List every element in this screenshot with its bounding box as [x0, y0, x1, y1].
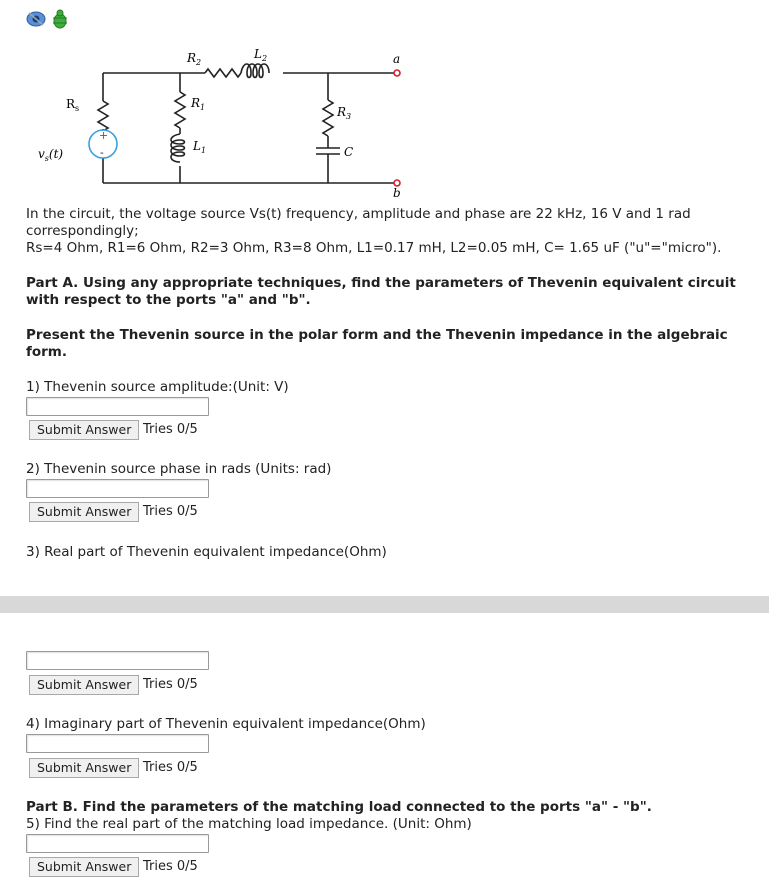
question-3-label: 3) Real part of Thevenin equivalent impedance(Ohm): [26, 544, 387, 560]
l1-label: $L_1$: [193, 139, 207, 155]
r2-label: $R_2$: [187, 51, 202, 67]
section-separator: [0, 596, 769, 613]
terminal-a: [394, 70, 400, 76]
part-a-line-1: Part A. Using any appropriate techniques, find the parameters of Thevenin equivalent circuit: [26, 275, 736, 291]
question-2-submit-button[interactable]: Submit Answer: [29, 502, 139, 522]
question-4-input[interactable]: [26, 734, 209, 753]
question-5-input[interactable]: [26, 834, 209, 853]
r2-resistor: [205, 69, 241, 77]
problem-line-3: Rs=4 Ohm, R1=6 Ohm, R2=3 Ohm, R3=8 Ohm, L1=0.17 mH, L2=0.05 mH, C= 1.65 uF ("u"="micro").: [26, 240, 722, 256]
r3-label: $R_3$: [337, 105, 352, 121]
circuit-diagram: [0, 40, 430, 200]
toolbar-icons: [26, 8, 72, 30]
c-label: C: [344, 145, 354, 159]
r1-resistor: [175, 92, 185, 128]
r1-label: $R_1$: [191, 96, 206, 112]
question-1-label: 1) Thevenin source amplitude:(Unit: V): [26, 379, 289, 395]
a-label: a: [393, 52, 401, 66]
part-a-line-2: with respect to the ports "a" and "b".: [26, 292, 311, 308]
capacitor: [316, 148, 340, 154]
question-5-submit-button[interactable]: Submit Answer: [29, 857, 139, 877]
l2-label: $L_2$: [254, 47, 268, 63]
l2-inductor: [241, 64, 269, 78]
question-3-submit-button[interactable]: Submit Answer: [29, 675, 139, 695]
vs-label: $v_s(t)$: [38, 147, 64, 163]
part-b-heading: Part B. Find the parameters of the matching load connected to the ports "a" - "b".: [26, 799, 652, 815]
l1-inductor: [171, 134, 185, 162]
question-4-tries: Tries 0/5: [143, 760, 198, 775]
question-5-tries: Tries 0/5: [143, 859, 198, 874]
question-2-input[interactable]: [26, 479, 209, 498]
present-line-2: form.: [26, 344, 68, 360]
question-5-label: 5) Find the real part of the matching load impedance. (Unit: Ohm): [26, 816, 472, 832]
question-1-input[interactable]: [26, 397, 209, 416]
present-line-1: Present the Thevenin source in the polar form and the Thevenin impedance in the algebraic: [26, 327, 728, 343]
problem-line-2: correspondingly;: [26, 223, 139, 239]
question-4-label: 4) Imaginary part of Thevenin equivalent impedance(Ohm): [26, 716, 426, 732]
b-label: b: [393, 186, 401, 200]
r3-resistor: [323, 100, 333, 136]
question-1-submit-button[interactable]: Submit Answer: [29, 420, 139, 440]
source-plus: +: [99, 129, 109, 142]
question-2-tries: Tries 0/5: [143, 504, 198, 519]
rs-label: $R_s$: [66, 97, 80, 113]
problem-line-1: In the circuit, the voltage source Vs(t) frequency, amplitude and phase are 22 kHz, 16 V and 1 rad: [26, 206, 691, 222]
question-3-tries: Tries 0/5: [143, 677, 198, 692]
question-3-input[interactable]: [26, 651, 209, 670]
bug-icon[interactable]: [53, 10, 67, 28]
question-2-label: 2) Thevenin source phase in rads (Units: rad): [26, 461, 332, 477]
question-4-submit-button[interactable]: Submit Answer: [29, 758, 139, 778]
eye-icon[interactable]: [27, 12, 45, 26]
question-1-tries: Tries 0/5: [143, 422, 198, 437]
source-minus: -: [100, 146, 104, 159]
